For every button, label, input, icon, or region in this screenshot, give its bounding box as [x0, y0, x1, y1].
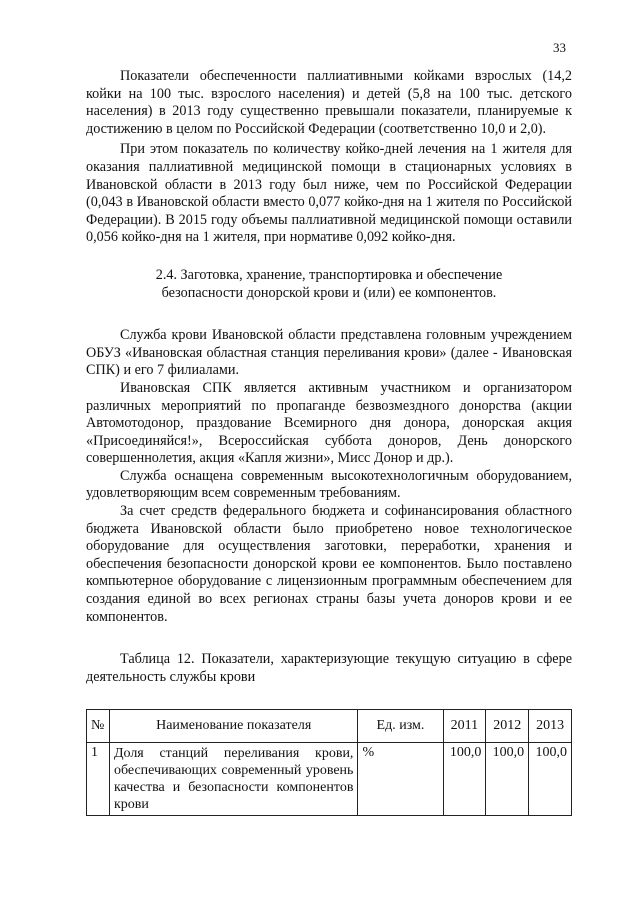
paragraph-equipment: Служба оснащена современным высокотехнологичным оборудованием, удовлетворяющим всем современным требованиям.: [86, 467, 572, 502]
indicators-table: [86, 709, 572, 816]
header-number: №: [87, 710, 110, 743]
paragraph-blood-service: Служба крови Ивановской области представлена головным учреждением ОБУЗ «Ивановская областная станция переливания крови» (далее - Ивановская СПК) и его 7 филиалами.: [86, 327, 572, 379]
table-caption: Таблица 12. Показатели, характеризующие текущую ситуацию в сфере деятельность службы крови: [86, 651, 572, 685]
paragraph-palliative-beds: Показатели обеспеченности паллиативными койками взрослых (14,2 койки на 100 тыс. взрослого населения) и детей (5,8 на 100 тыс. детского населения) в 2013 году существенно превышали показатели, планируемые к достижению в целом по Российской Федерации (соответственно 10,0 и 2,0).: [86, 68, 572, 137]
header-year-2011: 2011: [443, 710, 486, 743]
row-unit: %: [358, 743, 443, 816]
header-year-2013: 2013: [529, 710, 572, 743]
page-number: 33: [553, 40, 566, 55]
header-year-2012: 2012: [486, 710, 529, 743]
row-number: 1: [87, 743, 110, 816]
paragraph-bed-days: При этом показатель по количеству койко-дней лечения на 1 жителя для оказания паллиативной медицинской помощи в стационарных условиях в Ивановской области в 2013 году был ниже, чем по Российской Федерации (0,043 в Ивановской области вместо 0,077 койко-дня на 1 жителя по Российской Федерации). В 2015 году объемы паллиативной медицинской помощи оставили 0,056 койко-дня на 1 жителя, при нормативе 0,092 койко-дня.: [86, 141, 572, 246]
paragraph-funding: За счет средств федерального бюджета и софинансирования областного бюджета Ивановской области было приобретено новое технологическое оборудование для осуществления заготовки, переработки, хранения и обеспечения безопасности донорской крови ее компонентов. Было поставлено компьютерное оборудование с лицензионным программным обеспечением для создания единой во всех регионах страны базы учета доноров крови и ее компонентов.: [86, 503, 572, 625]
page-content: [86, 68, 572, 816]
header-unit: Ед. изм.: [358, 710, 443, 743]
row-value-2011: 100,0: [443, 743, 486, 816]
table-header-row: [87, 710, 572, 743]
paragraph-donor-events: Ивановская СПК является активным участником и организатором различных мероприятий по пропаганде безвозмездного донорства (акции Автомотодонор, праздование Всемирного дня донора, донорская акция «Присоединяйся!», Всероссийская суббота доноров, День донорского совершеннолетия, акция «Капля жизни», Мисс Донор и др.).: [86, 379, 572, 467]
table-row: [87, 743, 572, 816]
section-heading: 2.4. Заготовка, хранение, транспортировка и обеспечение безопасности донорской крови и (или) ее компонентов.: [155, 266, 503, 301]
row-value-2013: 100,0: [529, 743, 572, 816]
row-value-2012: 100,0: [486, 743, 529, 816]
row-indicator-name: Доля станций переливания крови, обеспечивающих современный уровень качества и безопасности компонентов крови: [109, 743, 357, 816]
header-indicator-name: Наименование показателя: [109, 710, 357, 743]
